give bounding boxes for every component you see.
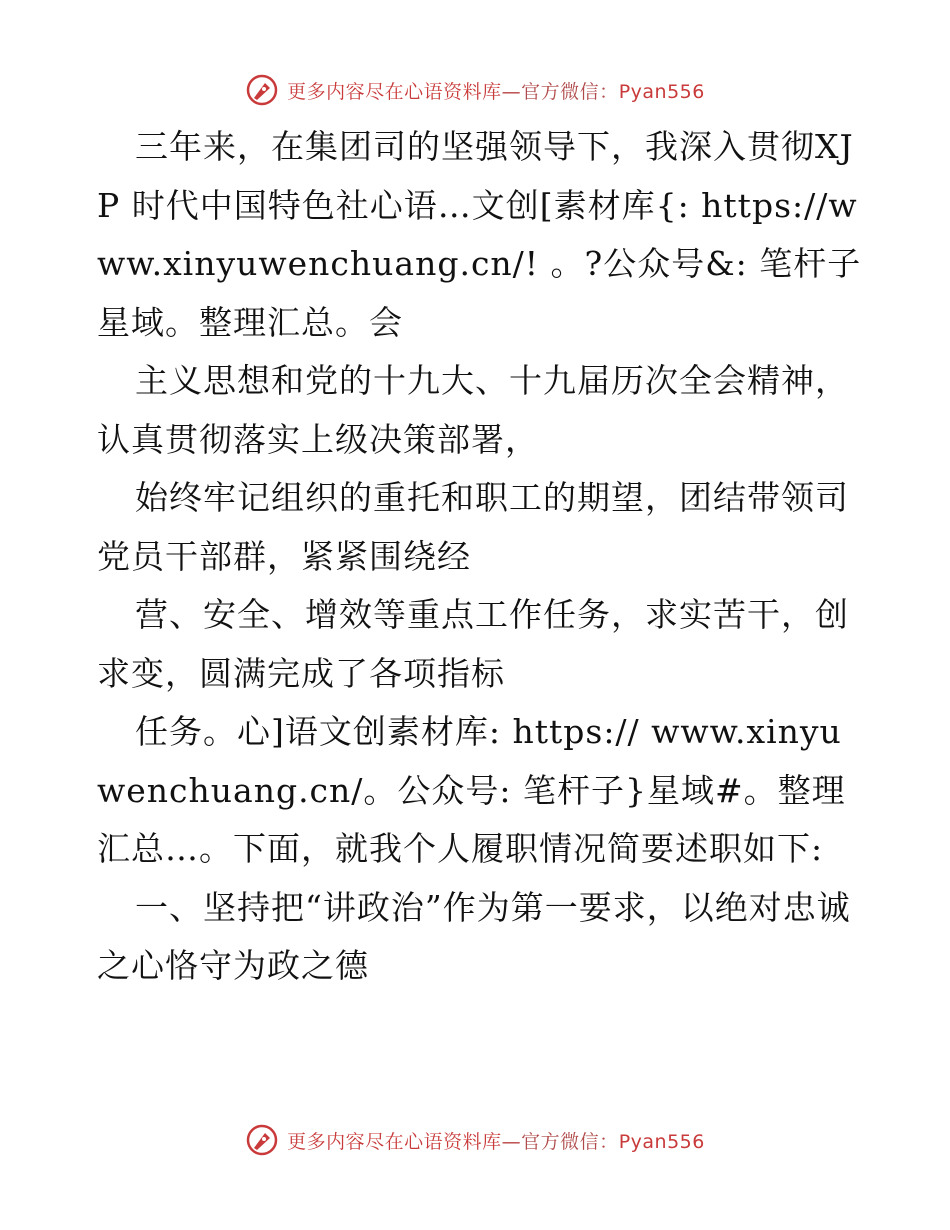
paragraph: 始终牢记组织的重托和职工的期望，团结带领司党员干部群，紧紧围绕经	[97, 478, 849, 576]
banner-wechat-id: Pyan556	[618, 1130, 705, 1153]
banner-dash: —	[501, 1130, 522, 1153]
paragraph: 主义思想和党的十九大、十九届历次全会精神，认真贯彻落实上级决策部署，	[97, 361, 849, 459]
paragraph: 任务。心]语文创素材库: https:// www.xinyuwenchuang.cn/。公众号: 笔杆子}星域#。整理汇总…。下面，就我个人履职情况简要述职如下:	[97, 712, 846, 868]
paragraph: 一、坚持把“讲政治”作为第一要求，以绝对忠诚之心恪守为政之德	[97, 887, 851, 985]
paragraph: 三年来，在集团司的坚强领导下，我深入贯彻XJP 时代中国特色社心语…文创[素材库{: https://www.xinyuwenchuang.cn/! 。?公众号&: 笔杆子星域。整理汇总。会	[97, 127, 862, 342]
banner-text	[287, 77, 705, 104]
banner-wechat-id: Pyan556	[618, 80, 705, 103]
banner-dash: —	[501, 80, 522, 103]
banner-main-text: 更多内容尽在心语资料库	[287, 1130, 502, 1153]
banner-wechat-label: 官方微信：	[521, 80, 619, 103]
banner-wechat-label: 官方微信：	[521, 1130, 619, 1153]
header-watermark-banner	[0, 70, 950, 110]
pen-nib-logo-icon	[245, 1123, 279, 1157]
footer-watermark-banner	[0, 1120, 950, 1160]
banner-text	[287, 1127, 705, 1154]
banner-main-text: 更多内容尽在心语资料库	[287, 80, 502, 103]
pen-nib-logo-icon	[245, 73, 279, 107]
document-body	[97, 118, 867, 996]
paragraph: 营、安全、增效等重点工作任务，求实苦干，创求变，圆满完成了各项指标	[97, 595, 849, 693]
